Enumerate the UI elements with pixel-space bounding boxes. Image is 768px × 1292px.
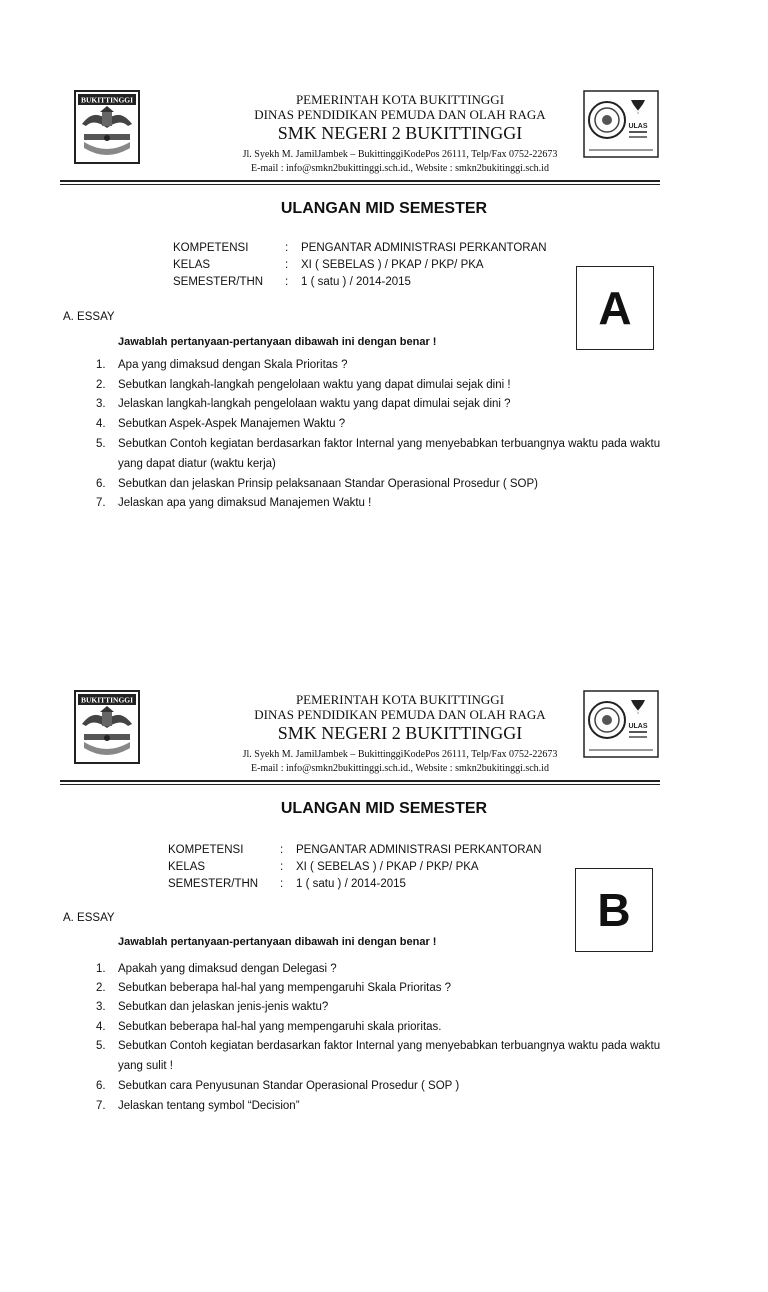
- svg-text:BUKITTINGGI: BUKITTINGGI: [80, 695, 134, 705]
- meta-separator: :: [280, 861, 284, 873]
- question-number: 7.: [96, 497, 106, 509]
- header-contact: E-mail : info@smkn2bukittinggi.sch.id., Website : smkn2bukitinggi.sch.id: [251, 163, 549, 174]
- question-text: Sebutkan beberapa hal-hal yang mempengaruhi Skala Prioritas ?: [118, 982, 452, 994]
- question-text: Sebutkan beberapa hal-hal yang mempengaruhi skala prioritas.: [118, 1021, 442, 1033]
- question-text: Sebutkan Contoh kegiatan berdasarkan faktor Internal yang menyebabkan terbuangnya waktu pada waktu yang dapat diatur (waktu kerja): [118, 438, 661, 470]
- svg-text:BUKITTINGGI: BUKITTINGGI: [80, 95, 134, 105]
- question-number: 5.: [96, 438, 106, 450]
- header-school-name: SMK NEGERI 2 BUKITTINGGI: [277, 723, 523, 743]
- meta-value: PENGANTAR ADMINISTRASI PERKANTORAN: [301, 242, 547, 254]
- question-text: Sebutkan Contoh kegiatan berdasarkan faktor Internal yang menyebabkan terbuangnya waktu pada waktu yang sulit !: [118, 1040, 661, 1072]
- question-text: Sebutkan Aspek-Aspek Manajemen Waktu ?: [118, 418, 346, 430]
- exam-sheet-a: [0, 92, 768, 692]
- question-number: 5.: [96, 1040, 106, 1052]
- exam-variant-box: B: [575, 868, 653, 952]
- meta-label: SEMESTER/THN: [173, 276, 264, 288]
- question-number: 6.: [96, 478, 106, 490]
- meta-value: PENGANTAR ADMINISTRASI PERKANTORAN: [296, 844, 542, 856]
- meta-separator: :: [285, 276, 289, 288]
- meta-label: KELAS: [168, 861, 206, 873]
- header-government: PEMERINTAH KOTA BUKITTINGGI: [295, 92, 505, 107]
- meta-label: KOMPETENSI: [168, 844, 244, 856]
- question-number: 4.: [96, 1021, 106, 1033]
- header-contact: E-mail : info@smkn2bukittinggi.sch.id., Website : smkn2bukitinggi.sch.id: [251, 763, 549, 774]
- meta-separator: :: [280, 878, 284, 890]
- meta-separator: :: [280, 844, 284, 856]
- header-divider: [60, 180, 660, 182]
- question-text: Sebutkan dan jelaskan Prinsip pelaksanaan Standar Operasional Prosedur ( SOP): [118, 478, 538, 490]
- question-number: 4.: [96, 418, 106, 430]
- question-text: Sebutkan cara Penyusunan Standar Operasional Prosedur ( SOP ): [118, 1080, 460, 1092]
- question-number: 3.: [96, 1001, 106, 1013]
- question-number: 7.: [96, 1100, 106, 1112]
- question-text: Sebutkan dan jelaskan jenis-jenis waktu?: [118, 1001, 329, 1013]
- header-divider-thin: [60, 184, 660, 185]
- meta-value: 1 ( satu ) / 2014-2015: [301, 276, 411, 288]
- header-address: Jl. Syekh M. JamilJambek – BukittinggiKodePos 26111, Telp/Fax 0752-22673: [242, 149, 558, 160]
- svg-text:ULAS: ULAS: [628, 723, 648, 730]
- exam-sheet-b: [0, 692, 768, 1292]
- meta-label: SEMESTER/THN: [168, 878, 259, 890]
- section-heading: A. ESSAY: [63, 311, 115, 323]
- city-emblem-logo: [74, 690, 140, 764]
- question-text: Sebutkan langkah-langkah pengelolaan waktu yang dapat dimulai sejak dini !: [118, 379, 511, 391]
- meta-value: 1 ( satu ) / 2014-2015: [296, 878, 406, 890]
- section-heading: A. ESSAY: [63, 912, 115, 924]
- svg-text:ULAS: ULAS: [628, 123, 648, 130]
- header-government: PEMERINTAH KOTA BUKITTINGGI: [295, 692, 505, 707]
- header-school-name: SMK NEGERI 2 BUKITTINGGI: [277, 123, 523, 143]
- meta-separator: :: [285, 242, 289, 254]
- question-number: 2.: [96, 982, 106, 994]
- meta-value: XI ( SEBELAS ) / PKAP / PKP/ PKA: [301, 259, 484, 271]
- instruction-text: Jawablah pertanyaan-pertanyaan dibawah ini dengan benar !: [118, 936, 437, 948]
- question-text: Jelaskan langkah-langkah pengelolaan waktu yang dapat dimulai sejak dini ?: [118, 398, 511, 410]
- header-department: DINAS PENDIDIKAN PEMUDA DAN OLAH RAGA: [254, 707, 546, 722]
- question-text: Apa yang dimaksud dengan Skala Prioritas ?: [118, 359, 348, 371]
- exam-variant-box: A: [576, 266, 654, 350]
- question-number: 6.: [96, 1080, 106, 1092]
- city-emblem-logo: [74, 90, 140, 164]
- meta-label: KELAS: [173, 259, 211, 271]
- question-text: Apakah yang dimaksud dengan Delegasi ?: [118, 963, 337, 975]
- question-number: 1.: [96, 963, 106, 975]
- question-text: Jelaskan tentang symbol “Decision”: [118, 1100, 300, 1112]
- exam-title: ULANGAN MID SEMESTER: [280, 200, 488, 217]
- instruction-text: Jawablah pertanyaan-pertanyaan dibawah ini dengan benar !: [118, 336, 437, 348]
- header-divider: [60, 780, 660, 782]
- question-number: 2.: [96, 379, 106, 391]
- header-department: DINAS PENDIDIKAN PEMUDA DAN OLAH RAGA: [254, 107, 546, 122]
- header-divider-thin: [60, 784, 660, 785]
- meta-label: KOMPETENSI: [173, 242, 249, 254]
- question-text: Jelaskan apa yang dimaksud Manajemen Waktu !: [118, 497, 372, 509]
- meta-value: XI ( SEBELAS ) / PKAP / PKP/ PKA: [296, 861, 479, 873]
- question-number: 3.: [96, 398, 106, 410]
- meta-separator: :: [285, 259, 289, 271]
- header-address: Jl. Syekh M. JamilJambek – BukittinggiKodePos 26111, Telp/Fax 0752-22673: [242, 749, 558, 760]
- exam-title: ULANGAN MID SEMESTER: [280, 800, 488, 817]
- question-number: 1.: [96, 359, 106, 371]
